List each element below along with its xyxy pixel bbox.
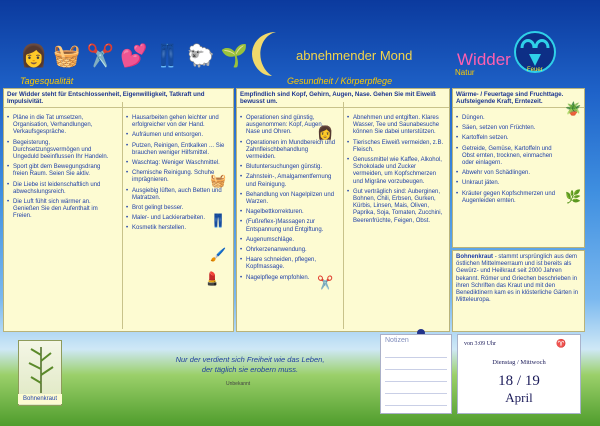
scissors-icon: ✂️ [86, 43, 115, 68]
day-numbers: 18 / 19 [498, 373, 540, 389]
nature-column [453, 113, 565, 210]
trousers-icon: 👖 [210, 213, 227, 228]
list-item: • Genussmittel wie Kaffee, Alkohol, Schokolade und Zucker vermeiden, um Kopfschmerzen und Migräne vorzubeugen. [347, 157, 446, 186]
list-item: • Waschtag: Weniger Waschmittel. [126, 160, 230, 167]
health-panel [236, 88, 450, 332]
moon-phase-title: abnehmender Mond [296, 48, 413, 63]
list-item: • Chemische Reinigung. Schuhe imprägnieren. [126, 170, 230, 184]
aries-symbol-icon: ♈ [556, 339, 566, 348]
list-item: • Hausarbeiten gehen leichter und erfolgreicher von der Hand. [126, 115, 230, 129]
list-item: • Düngen. [456, 115, 562, 122]
month: April [505, 390, 533, 405]
list-item: • Abwehr von Schädlingen. [456, 170, 562, 177]
weekday: Dienstag / Mittwoch [492, 359, 546, 366]
list-item: • Zahnstein-, Amalgamentfernung und Reinigung. [240, 174, 338, 188]
plant-info-panel [452, 250, 585, 332]
list-item: • Pläne in die Tat umsetzen, Organisation, Verhandlungen, Verkaufsgespräche. [7, 115, 117, 137]
list-item: • Ohrkerzenanwendung. [240, 247, 338, 254]
nature-panel [452, 88, 585, 248]
crescent-moon-icon [250, 30, 288, 78]
face-mask-icon: 👩 [20, 43, 48, 68]
paint-brush-icon: 🖌️ [210, 247, 227, 262]
herb-icon [19, 341, 63, 395]
list-item: • Operationen im Mundbereich und Zahnfleischbehandlung vermeiden. [240, 140, 338, 162]
nature-label: Natur [455, 68, 475, 77]
list-item: • Kosmetik herstellen. [126, 225, 230, 232]
list-item: • Kräuter gegen Kopfschmerzen und Augenleiden ernten. [456, 191, 562, 205]
mid-column-2 [344, 113, 449, 230]
left-column-1 [4, 113, 120, 226]
list-item: • (Fußreflex-)Massagen zur Entspannung und Entgiftung. [240, 219, 338, 233]
list-item: • Kartoffeln setzen. [456, 135, 562, 142]
list-item: • Die Liebe ist leidenschaftlich und abwechslungsreich. [7, 182, 117, 196]
list-item: • Abnehmen und entgiften. Klares Wasser, Tee und Saunabesuche können Sie dabei unterstützen. [347, 115, 446, 137]
face-icon: 👩 [317, 125, 334, 140]
rake-icon: 🌿 [565, 189, 582, 204]
notes-line [385, 393, 447, 394]
notes-title: Notizen [385, 337, 409, 344]
daily-quality-heading: Der Widder steht für Entschlossenheit, Eigenwilligkeit, Tatkraft und Impulsivität. [4, 89, 233, 108]
date-card [457, 334, 581, 414]
list-item: • Behandlung von Nagelpilzen und Warzen. [240, 192, 338, 206]
quote-line-1: Nur der verdient sich Freiheit wie das Leben, [175, 355, 325, 364]
list-item: • Blutuntersuchungen günstig. [240, 164, 338, 171]
list-item: • Augenumschläge. [240, 237, 338, 244]
list-item: • Unkraut jäten. [456, 180, 562, 187]
zodiac-sign-title: Widder [457, 50, 511, 69]
list-item: • Die Luft fühlt sich wärmer an. Genießen Sie den Aufenthalt im Freien. [7, 199, 117, 221]
notes-line [385, 369, 447, 370]
quote-line-2: der täglich sie erobern muss. [201, 365, 299, 374]
list-item: • Sport gibt dem Bewegungsdrang freien Raum. Seien Sie aktiv. [7, 164, 117, 178]
list-item: • Brot gelingt besser. [126, 205, 230, 212]
plant-info-text: - stammt ursprünglich aus dem östlichen Mittelmeerraum und ist bereits als Gewürz- und Heilkraut seit 2000 Jahren bekannt. Römer und Griechen beschrieben in ihren Schriften das Kraut und mit den Benediktinern kam es in klösterliche Gärten in Mitteleuropa. [456, 254, 579, 304]
trousers-icon: 👖 [153, 43, 182, 68]
notes-box[interactable] [380, 334, 452, 414]
list-item: • Begeisterung, Durchsetzungsvermögen und Ungeduld beeinflussen Ihr Handeln. [7, 140, 117, 162]
daily-quality-label: Tagesqualität [20, 76, 74, 86]
hearts-icon: 💕 [120, 43, 148, 68]
planting-icon: 🌱 [220, 43, 248, 68]
daily-quote [140, 355, 360, 375]
list-item: • Tierisches Eiweiß vermeiden, z.B. Fleisch. [347, 140, 446, 154]
plant-image-label: Bohnenkraut [18, 394, 62, 404]
notes-line [385, 357, 447, 358]
notes-line [385, 381, 447, 382]
list-item: • Ausgiebig lüften, auch Betten und Matratzen. [126, 188, 230, 202]
scissors-icon: ✂️ [317, 275, 334, 290]
washing-machine-icon: 🧺 [53, 43, 81, 68]
moon-time: von 3:09 Uhr [464, 341, 496, 347]
list-item: • Nagelbettkorrekturen. [240, 209, 338, 216]
health-label: Gesundheit / Körperpflege [287, 76, 393, 86]
list-item: • Gut verträglich sind: Auberginen, Bohnen, Chili, Erbsen, Gurken, Kürbis, Linsen, Mais, Oliven, Paprika, Soja, Tomaten, Zucchini, Beerenfrüchte, Feigen, Obst. [347, 189, 446, 225]
list-item: • Säen, setzen von Früchten. [456, 125, 562, 132]
washing-machine-icon: 🧺 [210, 173, 227, 188]
list-item: • Getreide, Gemüse, Kartoffeln und Obst ernten, trocknen, einmachen oder einlagern. [456, 146, 562, 168]
fire-element-label: Feuer [527, 67, 543, 73]
list-item: • Maler- und Lackierarbeiten. [126, 215, 230, 222]
sheep-icon: 🐑 [187, 43, 215, 68]
list-item: • Putzen, Reinigen, Entkalken ... Sie brauchen weniger Hilfsmittel. [126, 143, 230, 157]
list-item: • Nagelpflege empfohlen. [240, 275, 338, 282]
lipstick-icon: 💄 [204, 271, 221, 286]
health-heading: Empfindlich sind Kopf, Gehirn, Augen, Nase. Gehen Sie mit Eiweiß bewusst um. [237, 89, 449, 108]
quote-author: Unbekannt [226, 381, 251, 387]
nature-heading: Wärme- / Feuertage sind Fruchttage. Aufsteigende Kraft, Erntezeit. [453, 89, 584, 108]
daily-quality-panel [3, 88, 234, 332]
plant-info-title: Bohnenkraut [456, 254, 494, 260]
notes-line [385, 405, 447, 406]
list-item: • Haare schneiden, pflegen, Kopfmassage. [240, 257, 338, 271]
list-item: • Operationen sind günstig, ausgenommen: Kopf, Augen, Nase und Ohren. [240, 115, 338, 137]
list-item: • Aufräumen und entsorgen. [126, 132, 230, 139]
header-icon-row [20, 42, 248, 70]
watering-can-icon: 🪴 [565, 101, 582, 116]
